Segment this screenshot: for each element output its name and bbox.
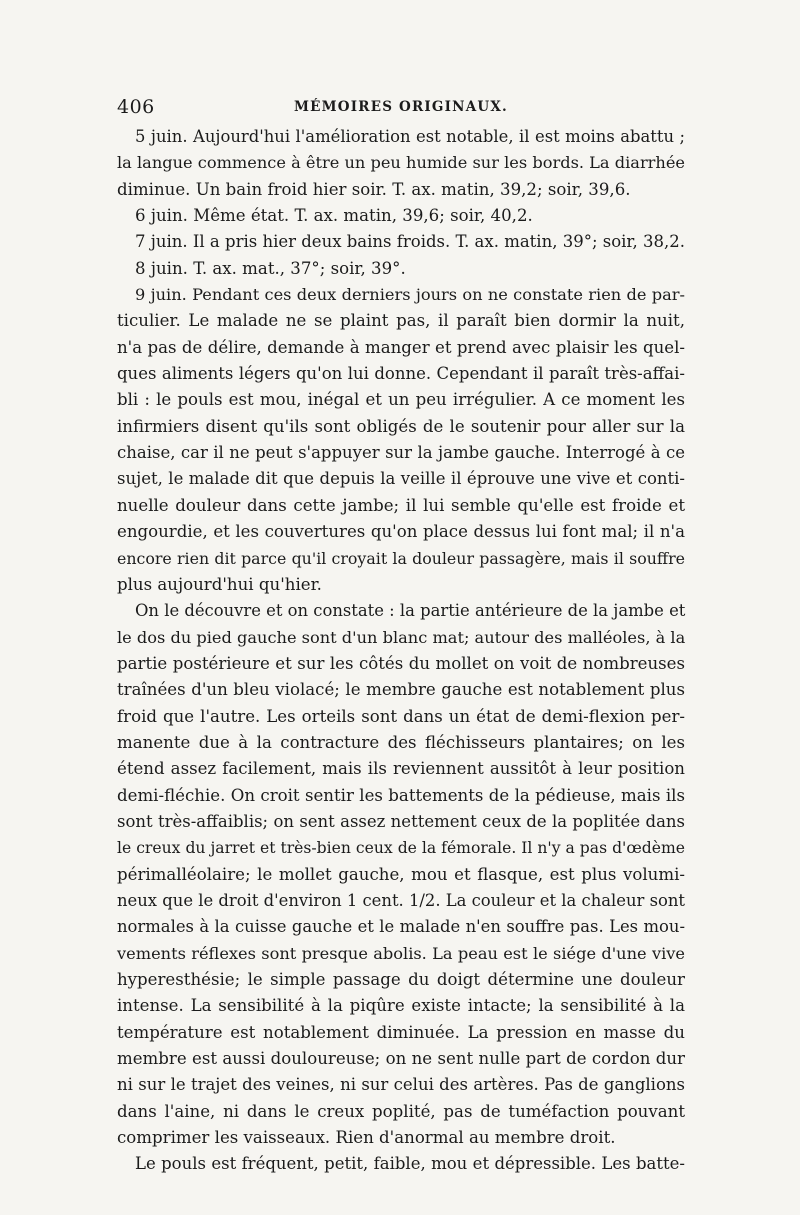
text-line: Le pouls est fréquent, petit, faible, mou et dépressible. Les batte- xyxy=(135,1154,685,1174)
running-head: MÉMOIRES ORIGINAUX. xyxy=(294,99,508,115)
text-line: demi-fléchie. On croit sentir les battements de la pédieuse, mais ils xyxy=(117,785,685,805)
text-line: n'a pas de délire, demande à manger et prend avec plaisir les quel- xyxy=(117,337,685,357)
text-line: température est notablement diminuée. La pression en masse du xyxy=(117,1022,685,1042)
text-line: neux que le droit d'environ 1 cent. 1/2. La couleur et la chaleur sont xyxy=(117,890,685,910)
body-text xyxy=(117,124,685,1178)
text-line: membre est aussi douloureuse; on ne sent nulle part de cordon dur xyxy=(117,1049,685,1069)
text-line: bli : le pouls est mou, inégal et un peu irrégulier. A ce moment les xyxy=(117,390,685,410)
page-header xyxy=(117,96,685,126)
text-line: 5 juin. Aujourd'hui l'amélioration est notable, il est moins abattu ; xyxy=(135,127,685,146)
text-line: 7 juin. Il a pris hier deux bains froids. T. ax. matin, 39°; soir, 38,2. xyxy=(135,232,685,252)
text-line: engourdie, et les couvertures qu'on place dessus lui font mal; il n'a xyxy=(117,522,685,542)
text-line: ques aliments légers qu'on lui donne. Cependant il paraît très-affai- xyxy=(117,364,685,384)
text-line: ni sur le trajet des veines, ni sur celui des artères. Pas de ganglions xyxy=(117,1075,685,1095)
text-line: le dos du pied gauche sont d'un blanc mat; autour des malléoles, à la xyxy=(117,627,686,647)
text-line: sont très-affaiblis; on sent assez nettement ceux de la poplitée dans xyxy=(117,811,685,831)
text-line: chaise, car il ne peut s'appuyer sur la jambe gauche. Interrogé à ce xyxy=(117,443,685,463)
text-line: diminue. Un bain froid hier soir. T. ax. matin, 39,2; soir, 39,6. xyxy=(117,179,631,199)
page-number: 406 xyxy=(117,96,155,118)
text-line: périmalléolaire; le mollet gauche, mou et flasque, est plus volumi- xyxy=(117,864,685,884)
text-line: dans l'aine, ni dans le creux poplité, pas de tuméfaction pouvant xyxy=(117,1101,685,1121)
text-line: 6 juin. Même état. T. ax. matin, 39,6; soir, 40,2. xyxy=(135,206,533,226)
text-line: ticulier. Le malade ne se plaint pas, il paraît bien dormir la nuit, xyxy=(117,311,685,331)
text-line: sujet, le malade dit que depuis la veille il éprouve une vive et conti- xyxy=(117,469,685,489)
text-line: partie postérieure et sur les côtés du mollet on voit de nombreuses xyxy=(117,653,685,673)
text-line: étend assez facilement, mais ils reviennent aussitôt à leur position xyxy=(117,759,685,779)
text-line: 8 juin. T. ax. mat., 37°; soir, 39°. xyxy=(135,258,406,278)
text-line: manente due à la contracture des fléchisseurs plantaires; on les xyxy=(117,732,685,752)
text-line: hyperesthésie; le simple passage du doigt détermine une douleur xyxy=(117,970,685,989)
text-line: plus aujourd'hui qu'hier. xyxy=(117,574,322,594)
text-line: On le découvre et on constate : la partie antérieure de la jambe et xyxy=(135,601,686,621)
text-line: intense. La sensibilité à la piqûre existe intacte; la sensibilité à la xyxy=(117,996,685,1016)
text-line: comprimer les vaisseaux. Rien d'anormal au membre droit. xyxy=(117,1128,616,1148)
text-line: encore rien dit parce qu'il croyait la douleur passagère, mais il souffre xyxy=(117,548,685,568)
text-line: nuelle douleur dans cette jambe; il lui semble qu'elle est froide et xyxy=(117,495,685,515)
text-line: froid que l'autre. Les orteils sont dans un état de demi-flexion per- xyxy=(117,706,685,726)
text-line: le creux du jarret et très-bien ceux de la fémorale. Il n'y a pas d'œdème xyxy=(117,839,685,858)
text-line: vements réflexes sont presque abolis. La peau est le siége d'une vive xyxy=(117,943,685,963)
text-line: infirmiers disent qu'ils sont obligés de le soutenir pour aller sur la xyxy=(117,416,685,436)
text-line: traînées d'un bleu violacé; le membre gauche est notablement plus xyxy=(117,680,685,700)
text-line: la langue commence à être un peu humide sur les bords. La diarrhée xyxy=(117,153,685,173)
text-line: 9 juin. Pendant ces deux derniers jours on ne constate rien de par- xyxy=(135,285,685,305)
text-line: normales à la cuisse gauche et le malade n'en souffre pas. Les mou- xyxy=(117,917,685,937)
